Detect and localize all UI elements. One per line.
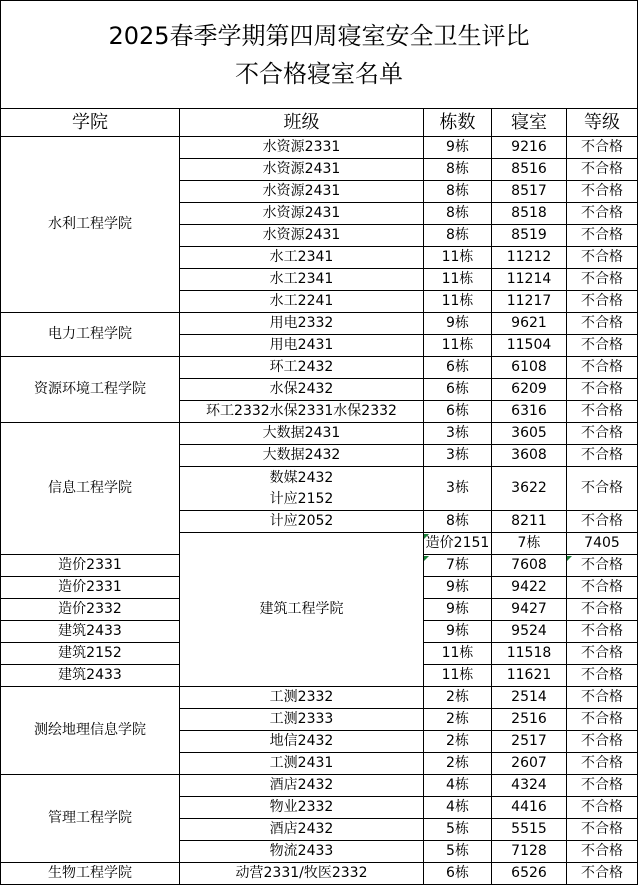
class-cell: 建筑2433: [1, 621, 180, 643]
grade-cell: 不合格: [567, 467, 638, 511]
table-row: [1, 687, 638, 709]
grade-cell: 不合格: [567, 753, 638, 775]
grade-cell: 不合格: [567, 775, 638, 797]
building-cell: 8栋: [424, 225, 492, 247]
building-cell: 6栋: [424, 863, 492, 885]
building-cell: 3栋: [424, 445, 492, 467]
college-cell: 信息工程学院: [1, 423, 180, 555]
grade-cell: 不合格: [567, 401, 638, 423]
grade-cell: 不合格: [567, 511, 638, 533]
room-cell: 8516: [492, 159, 567, 181]
class-cell: 动营2331/牧医2332: [180, 863, 424, 885]
building-cell: 2栋: [424, 731, 492, 753]
room-cell: 8517: [492, 181, 567, 203]
room-cell: 8211: [492, 511, 567, 533]
grade-cell: 不合格: [567, 247, 638, 269]
building-cell: 5栋: [424, 841, 492, 863]
grade-cell: 不合格: [567, 159, 638, 181]
grade-cell: 不合格: [567, 379, 638, 401]
dorm-table: [0, 108, 638, 885]
room-cell: 11518: [492, 643, 567, 665]
building-cell: 11栋: [424, 665, 492, 687]
class-cell: 造价2331: [1, 577, 180, 599]
room-cell: 11217: [492, 291, 567, 313]
room-cell: 4416: [492, 797, 567, 819]
grade-cell: 不合格: [567, 599, 638, 621]
grade-cell: 不合格: [567, 731, 638, 753]
class-cell: 环工2432: [180, 357, 424, 379]
college-cell: 测绘地理信息学院: [1, 687, 180, 775]
table-row: [1, 775, 638, 797]
class-cell: 用电2332: [180, 313, 424, 335]
room-cell: 7128: [492, 841, 567, 863]
class-cell: 水资源2431: [180, 203, 424, 225]
header-class: 班级: [180, 109, 424, 137]
college-cell: 水利工程学院: [1, 137, 180, 313]
grade-cell: 不合格: [567, 423, 638, 445]
building-cell: 2栋: [424, 709, 492, 731]
class-cell: 水保2432: [180, 379, 424, 401]
table-row: [1, 313, 638, 335]
grade-cell: 不合格: [567, 863, 638, 885]
class-cell: 造价2331: [1, 555, 180, 577]
grade-cell: 不合格: [567, 357, 638, 379]
header-room: 寝室: [492, 109, 567, 137]
class-cell: 大数据2432: [180, 445, 424, 467]
college-cell: 资源环境工程学院: [1, 357, 180, 423]
class-line: 数媒2432: [269, 469, 334, 486]
room-cell: 9216: [492, 137, 567, 159]
grade-cell: 不合格: [567, 621, 638, 643]
room-cell: 9621: [492, 313, 567, 335]
class-cell: 水资源2431: [180, 225, 424, 247]
grade-cell: 不合格: [567, 291, 638, 313]
class-cell: 水工2341: [180, 247, 424, 269]
room-cell: 11214: [492, 269, 567, 291]
table-body: [1, 137, 638, 885]
room-cell: 2517: [492, 731, 567, 753]
class-cell: 造价2151: [424, 533, 492, 555]
room-cell: 3605: [492, 423, 567, 445]
building-cell: 11栋: [424, 643, 492, 665]
class-cell: 物流2433: [180, 841, 424, 863]
building-cell: 2栋: [424, 687, 492, 709]
building-cell: 4栋: [424, 797, 492, 819]
class-cell: 水资源2331: [180, 137, 424, 159]
class-line: 计应2152: [269, 490, 334, 507]
building-cell: 6栋: [424, 401, 492, 423]
room-cell: 9524: [492, 621, 567, 643]
class-cell: 水资源2431: [180, 159, 424, 181]
class-cell: 用电2431: [180, 335, 424, 357]
cell-error-marker: [424, 556, 429, 561]
college-cell: 建筑工程学院: [180, 533, 424, 687]
building-cell: 9栋: [424, 621, 492, 643]
building-cell: 8栋: [424, 511, 492, 533]
table-row: [1, 863, 638, 885]
building-cell: 11栋: [424, 269, 492, 291]
grade-cell: 不合格: [567, 137, 638, 159]
grade-cell: 不合格: [567, 643, 638, 665]
class-cell: 工测2332: [180, 687, 424, 709]
room-cell: 11621: [492, 665, 567, 687]
building-cell: 6栋: [424, 379, 492, 401]
grade-cell: 不合格: [567, 181, 638, 203]
title-line-1: 2025春季学期第四周寝室安全卫生评比: [108, 22, 530, 50]
class-cell: 酒店2432: [180, 775, 424, 797]
grade-cell: 不合格: [567, 797, 638, 819]
building-cell: 11栋: [424, 247, 492, 269]
building-cell: 9栋: [424, 313, 492, 335]
building-cell: 2栋: [424, 753, 492, 775]
class-cell: 大数据2431: [180, 423, 424, 445]
grade-cell: 不合格: [567, 577, 638, 599]
grade-cell: 不合格: [567, 665, 638, 687]
grade-cell: 不合格: [567, 269, 638, 291]
college-cell: 电力工程学院: [1, 313, 180, 357]
building-cell: 9栋: [424, 577, 492, 599]
class-cell: 水工2241: [180, 291, 424, 313]
building-cell: 8栋: [424, 203, 492, 225]
building-cell: 5栋: [424, 819, 492, 841]
room-cell: 3622: [492, 467, 567, 511]
room-cell: 2514: [492, 687, 567, 709]
room-cell: 7405: [567, 533, 638, 555]
college-cell: 生物工程学院: [1, 863, 180, 885]
room-cell: 7608: [492, 555, 567, 577]
grade-cell: 不合格: [567, 687, 638, 709]
college-cell: 管理工程学院: [1, 775, 180, 863]
class-cell: 物业2332: [180, 797, 424, 819]
room-cell: 9422: [492, 577, 567, 599]
building-cell: 7栋: [424, 555, 492, 577]
room-cell: 8519: [492, 225, 567, 247]
building-cell: 11栋: [424, 291, 492, 313]
title-line-2: 不合格寝室名单: [235, 60, 403, 88]
header-grade: 等级: [567, 109, 638, 137]
class-cell: 水工2341: [180, 269, 424, 291]
grade-cell: 不合格: [567, 313, 638, 335]
room-cell: 6316: [492, 401, 567, 423]
grade-cell: 不合格: [567, 555, 638, 577]
grade-cell: 不合格: [567, 841, 638, 863]
table-row: [1, 423, 638, 445]
room-cell: 6526: [492, 863, 567, 885]
building-cell: 3栋: [424, 467, 492, 511]
header-building: 栋数: [424, 109, 492, 137]
class-cell: 地信2432: [180, 731, 424, 753]
grade-cell: 不合格: [567, 225, 638, 247]
class-cell: 环工2332水保2331水保2332: [180, 401, 424, 423]
cell-error-marker: [424, 534, 429, 539]
class-cell: 工测2431: [180, 753, 424, 775]
class-cell: 酒店2432: [180, 819, 424, 841]
building-cell: 6栋: [424, 357, 492, 379]
grade-cell: 不合格: [567, 335, 638, 357]
building-cell: 8栋: [424, 181, 492, 203]
class-cell: 造价2332: [1, 599, 180, 621]
building-cell: 7栋: [492, 533, 567, 555]
room-cell: 4324: [492, 775, 567, 797]
class-cell: 建筑2152: [1, 643, 180, 665]
room-cell: 5515: [492, 819, 567, 841]
room-cell: 2607: [492, 753, 567, 775]
table-row: [1, 357, 638, 379]
class-cell: [180, 467, 424, 511]
room-cell: 3608: [492, 445, 567, 467]
cell-error-marker: [567, 556, 572, 561]
grade-cell: 不合格: [567, 445, 638, 467]
room-cell: 6108: [492, 357, 567, 379]
room-cell: 2516: [492, 709, 567, 731]
room-cell: 11504: [492, 335, 567, 357]
class-cell: 建筑2433: [1, 665, 180, 687]
title-box: [0, 0, 638, 109]
building-cell: 3栋: [424, 423, 492, 445]
building-cell: 8栋: [424, 159, 492, 181]
class-cell: 计应2052: [180, 511, 424, 533]
room-cell: 8518: [492, 203, 567, 225]
grade-cell: 不合格: [567, 203, 638, 225]
grade-cell: 不合格: [567, 709, 638, 731]
table-row: [1, 137, 638, 159]
class-cell: 工测2333: [180, 709, 424, 731]
header-row: [1, 109, 638, 137]
class-cell: 水资源2431: [180, 181, 424, 203]
room-cell: 11212: [492, 247, 567, 269]
room-cell: 6209: [492, 379, 567, 401]
header-college: 学院: [1, 109, 180, 137]
building-cell: 9栋: [424, 599, 492, 621]
grade-cell: 不合格: [567, 819, 638, 841]
room-cell: 9427: [492, 599, 567, 621]
building-cell: 9栋: [424, 137, 492, 159]
building-cell: 4栋: [424, 775, 492, 797]
building-cell: 11栋: [424, 335, 492, 357]
